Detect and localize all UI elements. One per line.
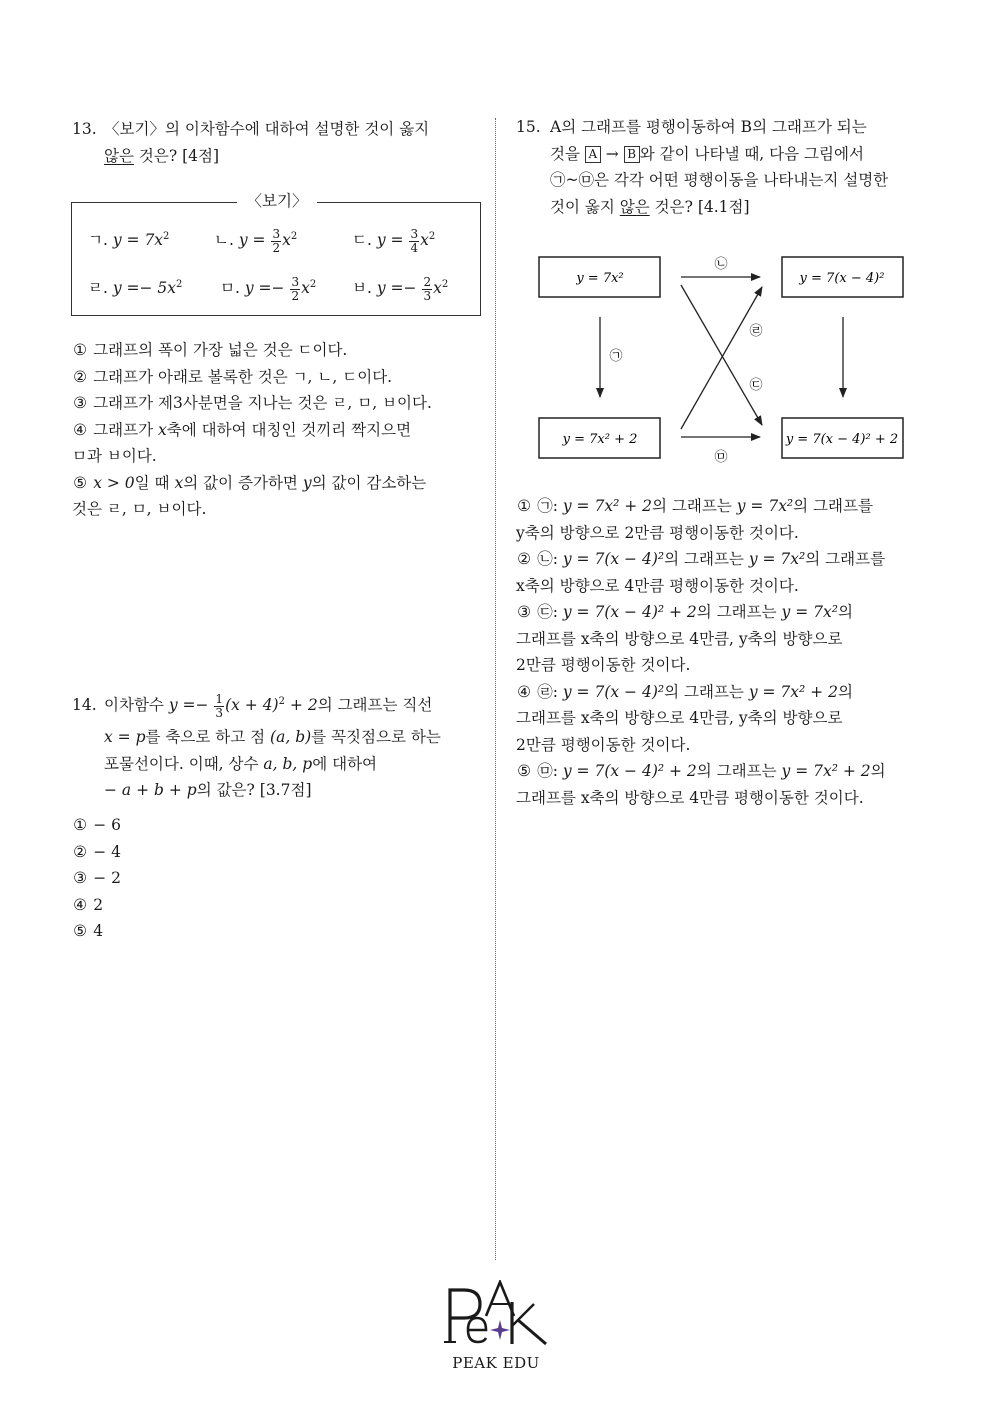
q14-exp: 2 xyxy=(278,695,285,707)
choice-text: 의 그래프는 xyxy=(652,497,737,515)
q15-stem-text: ㉠~㉤은 각각 어떤 평행이동을 나타내는지 설명한 xyxy=(550,171,889,189)
choice-text: 그래프의 폭이 가장 넓은 것은 ㄷ이다. xyxy=(93,341,348,359)
logo-letter-k-leg xyxy=(518,1320,546,1344)
choice-var: x xyxy=(158,420,167,439)
label-3: ㉢ xyxy=(749,378,763,393)
question-15 xyxy=(516,114,926,220)
frac-num: 2 xyxy=(423,274,432,289)
q14-func: (x + 4) xyxy=(225,696,279,714)
choice-text: 의 그래프를 xyxy=(805,550,886,568)
bogi-expr: y =− xyxy=(376,279,422,297)
bogi-exp: 2 xyxy=(176,278,183,290)
bogi-exp: 2 xyxy=(290,230,298,242)
choice-text: 의 그래프는 xyxy=(696,762,782,780)
q13-stem-line1 xyxy=(72,116,482,143)
q14-number: 14. xyxy=(72,696,97,714)
choice-text: 의 그래프를 xyxy=(793,497,873,515)
question-13 xyxy=(72,116,482,169)
choice-eq: y = 7(x − 4)² xyxy=(562,682,665,701)
q13-choice-3[interactable] xyxy=(72,390,482,417)
choice-mark: ④ xyxy=(517,682,532,701)
choice-mark: ① xyxy=(73,816,88,834)
q14-stem-line2 xyxy=(72,724,482,751)
q13-choice-1[interactable] xyxy=(72,337,482,364)
q14-expr: − a + b + p xyxy=(104,781,197,799)
bogi-label: ㄹ. xyxy=(88,279,108,297)
bogi-expr: y = 7x xyxy=(112,231,164,249)
q13-choice-5[interactable] xyxy=(72,470,482,523)
q14-stem-text: 를 축으로 하고 점 xyxy=(145,728,271,746)
translation-diagram xyxy=(530,245,920,475)
choice-text: 의 xyxy=(837,682,853,701)
bogi-label: ㄴ. xyxy=(214,231,234,249)
choice-text: y축의 방향으로 2만큼 평행이동한 것이다. xyxy=(516,523,799,542)
bogi-expr: x xyxy=(420,231,429,249)
bogi-expr: x xyxy=(282,231,291,249)
bogi-exp: 2 xyxy=(163,230,170,242)
column-divider xyxy=(495,118,496,1260)
choice-text: 그래프가 아래로 볼록한 것은 ㄱ, ㄴ, ㄷ이다. xyxy=(93,367,393,386)
choice-cond: > 0 xyxy=(101,473,135,492)
boxed-a: A xyxy=(585,146,601,163)
bogi-fraction xyxy=(290,276,300,303)
frac-den: 3 xyxy=(215,705,224,720)
box-tl-label: y = 7x² xyxy=(576,271,624,286)
choice-text: − 2 xyxy=(93,869,121,887)
choice-tag: ㉠: xyxy=(537,497,558,515)
q13-number: 13. xyxy=(72,120,97,138)
choice-mark: ⑤ xyxy=(73,922,88,940)
choice-tag: ㉡: xyxy=(537,550,558,568)
choice-mark: ② xyxy=(73,842,88,861)
bogi-item-6 xyxy=(352,275,448,303)
q14-func: + 2 xyxy=(284,696,318,714)
bogi-exp: 2 xyxy=(309,278,317,290)
q15-choice-2[interactable] xyxy=(516,546,936,599)
q14-stem-line1 xyxy=(72,688,482,722)
q15-arrow: → xyxy=(600,144,624,163)
q14-choices xyxy=(72,812,482,945)
label-1: ㉠ xyxy=(609,349,623,364)
choice-tag: ㉢: xyxy=(537,603,558,621)
choice-text: 2만큼 평행이동한 것이다. xyxy=(516,656,691,674)
bogi-title xyxy=(72,188,482,215)
choice-mark: ⑤ xyxy=(517,762,532,780)
q15-stem-line4 xyxy=(516,194,926,221)
q15-stem-text: 것을 xyxy=(550,144,585,163)
bogi-item-2 xyxy=(214,227,297,255)
box-br-label: y = 7(x − 4)² + 2 xyxy=(785,432,899,447)
arrow-4 xyxy=(681,287,762,429)
choice-eq: y = 7x² xyxy=(736,497,794,515)
choice-text: − 4 xyxy=(93,842,121,861)
frac-den: 2 xyxy=(291,288,300,303)
q14-fraction xyxy=(214,693,224,720)
choice-mark: ③ xyxy=(73,869,88,887)
choice-eq: y = 7(x − 4)² xyxy=(562,550,665,568)
choice-eq: y = 7x² + 2 xyxy=(781,762,871,780)
choice-mark: ⑤ xyxy=(73,473,88,492)
bogi-label: ㅂ. xyxy=(352,279,372,297)
bogi-expr: x xyxy=(433,279,442,297)
q14-choice-3[interactable] xyxy=(72,865,482,892)
q14-expr: x = p xyxy=(104,728,146,746)
q15-stem-text: 와 같이 나타낼 때, 다음 그림에서 xyxy=(639,144,864,163)
q13-stem-points: 것은? [4점] xyxy=(133,146,219,165)
frac-num: 3 xyxy=(272,226,281,241)
q14-stem-line3 xyxy=(72,751,482,778)
bogi-item-1 xyxy=(88,227,169,254)
choice-text: 그래프를 x축의 방향으로 4만큼 평행이동한 것이다. xyxy=(516,788,864,807)
logo-letter-e xyxy=(468,1318,486,1342)
frac-den: 3 xyxy=(423,288,432,303)
q13-not-underlined: 않은 xyxy=(104,146,134,165)
q13-stem-text: 〈보기〉의 이차함수에 대하여 설명한 것이 옳지 xyxy=(104,120,430,138)
q15-stem-line3 xyxy=(516,167,926,194)
logo-letter-a xyxy=(486,1282,514,1316)
q15-stem-text: 것은? [4.1점] xyxy=(649,197,750,216)
choice-mark: ① xyxy=(73,341,88,359)
choice-text: 의 xyxy=(870,762,886,780)
q15-stem-text: A의 그래프를 평행이동하여 B의 그래프가 되는 xyxy=(550,118,867,136)
bogi-expr: y = xyxy=(376,231,409,249)
choice-text: 의 값이 감소하는 xyxy=(311,473,427,492)
bogi-expr: y =− 5x xyxy=(112,279,177,297)
q14-choice-4[interactable] xyxy=(72,892,482,919)
q15-not-underlined: 않은 xyxy=(619,197,650,216)
bogi-fraction xyxy=(422,276,432,303)
q13-stem-line2 xyxy=(72,143,482,170)
choice-mark: ③ xyxy=(517,603,532,621)
choice-tag: ㉣: xyxy=(537,682,558,701)
frac-num: 3 xyxy=(410,226,419,241)
choice-eq: y = 7x² xyxy=(748,550,806,568)
choice-eq: y = 7x² xyxy=(781,603,838,621)
choice-text: 의 xyxy=(837,603,853,621)
q15-choice-5[interactable] xyxy=(516,758,936,811)
choice-text: 의 그래프는 xyxy=(664,550,749,568)
bogi-exp: 2 xyxy=(428,230,436,242)
q14-stem-text: 에 대하여 xyxy=(312,754,378,773)
bogi-item-4 xyxy=(88,275,182,302)
bogi-fraction xyxy=(271,228,281,255)
bogi-label: ㄷ. xyxy=(352,231,372,249)
q14-stem-text: 의 그래프는 직선 xyxy=(317,696,433,714)
q14-stem-text: 를 꼭짓점으로 하는 xyxy=(311,728,441,746)
choice-text: 의 그래프는 xyxy=(696,603,782,621)
bogi-expr: y =− xyxy=(244,279,290,297)
bogi-exp: 2 xyxy=(441,278,449,290)
q14-expr: a, b, p xyxy=(263,754,313,773)
bogi-item-5 xyxy=(220,275,316,303)
bogi-box xyxy=(71,202,481,316)
choice-text: x축의 방향으로 4만큼 평행이동한 것이다. xyxy=(516,576,799,595)
choice-eq: y = 7(x − 4)² + 2 xyxy=(562,603,697,621)
q14-stem-line4 xyxy=(72,777,482,804)
question-14 xyxy=(72,688,482,804)
choice-text: 그래프를 x축의 방향으로 4만큼, y축의 방향으로 xyxy=(516,709,843,727)
q15-choices xyxy=(516,493,936,811)
choice-text: 의 그래프는 xyxy=(664,682,749,701)
q13-choice-4[interactable] xyxy=(72,417,482,470)
q15-choice-4[interactable] xyxy=(516,679,936,759)
q14-stem-text: 포물선이다. 이때, 상수 xyxy=(104,754,264,773)
q14-stem-text: 의 값은? [3.7점] xyxy=(196,781,312,799)
bogi-item-3 xyxy=(352,227,435,255)
q15-choice-3[interactable] xyxy=(516,599,936,679)
choice-text: 축에 대하여 대칭인 것끼리 짝지으면 xyxy=(166,420,412,439)
logo-star-icon xyxy=(490,1320,510,1340)
bogi-expr: x xyxy=(301,279,310,297)
choice-text: 2만큼 평행이동한 것이다. xyxy=(516,735,691,754)
frac-num: 1 xyxy=(215,691,224,706)
choice-mark: ③ xyxy=(73,394,88,412)
q15-stem-text: 것이 옳지 xyxy=(550,197,620,216)
choice-mark: ② xyxy=(73,367,88,386)
choice-text: 그래프를 x축의 방향으로 4만큼, y축의 방향으로 xyxy=(516,629,843,648)
q14-expr: (a, b) xyxy=(270,728,312,746)
q13-choices xyxy=(72,337,482,523)
choice-mark: ② xyxy=(517,550,532,568)
bogi-fraction xyxy=(409,228,419,255)
q15-stem-line1 xyxy=(516,114,926,141)
bogi-label: ㅁ. xyxy=(220,279,240,297)
bogi-label: ㄱ. xyxy=(88,231,108,249)
choice-text: 4 xyxy=(93,922,104,940)
choice-text: ㅁ과 ㅂ이다. xyxy=(72,447,157,465)
q15-stem-line2 xyxy=(516,141,926,168)
q14-stem-text: 이차함수 xyxy=(104,696,169,714)
choice-mark: ④ xyxy=(73,420,88,439)
boxed-b: B xyxy=(624,146,640,163)
q13-choice-2[interactable] xyxy=(72,364,482,391)
logo-letter-p xyxy=(450,1290,480,1342)
choice-var: x xyxy=(174,473,184,492)
choice-text: 2 xyxy=(93,895,104,914)
frac-num: 3 xyxy=(291,274,300,289)
choice-var: y xyxy=(302,473,312,492)
box-bl-label: y = 7x² + 2 xyxy=(562,432,638,447)
choice-text: 그래프가 xyxy=(93,420,159,439)
choice-mark: ④ xyxy=(73,895,88,914)
arrow-3 xyxy=(681,285,762,425)
logo-text: PEAK EDU xyxy=(452,1354,540,1372)
frac-den: 2 xyxy=(272,240,281,255)
choice-mark: ① xyxy=(517,497,532,515)
q14-choice-2[interactable] xyxy=(72,839,482,866)
label-5: ㉤ xyxy=(714,450,728,465)
choice-var: x xyxy=(93,473,102,492)
q15-number: 15. xyxy=(516,118,541,136)
choice-eq: y = 7(x − 4)² + 2 xyxy=(562,762,697,780)
frac-den: 4 xyxy=(410,240,419,255)
bogi-expr: y = xyxy=(238,231,271,249)
q14-choice-5[interactable] xyxy=(72,918,482,945)
q14-choice-1[interactable] xyxy=(72,812,482,839)
choice-eq: y = 7x² + 2 xyxy=(562,497,652,515)
choice-text: 그래프가 제3사분면을 지나는 것은 ㄹ, ㅁ, ㅂ이다. xyxy=(93,394,432,412)
box-tr-label: y = 7(x − 4)² xyxy=(799,271,885,286)
choice-eq: y = 7x² + 2 xyxy=(748,682,838,701)
label-4: ㉣ xyxy=(749,324,763,339)
choice-text: − 6 xyxy=(93,816,121,834)
q14-func: y =− xyxy=(168,696,214,714)
choice-tag: ㉤: xyxy=(537,762,558,780)
bogi-title-text: 〈보기〉 xyxy=(237,192,318,210)
choice-text: 일 때 xyxy=(134,473,175,492)
choice-text: 의 값이 증가하면 xyxy=(183,473,303,492)
label-2: ㉡ xyxy=(714,257,728,272)
q15-choice-1[interactable] xyxy=(516,493,936,546)
choice-text: 것은 ㄹ, ㅁ, ㅂ이다. xyxy=(72,500,207,518)
